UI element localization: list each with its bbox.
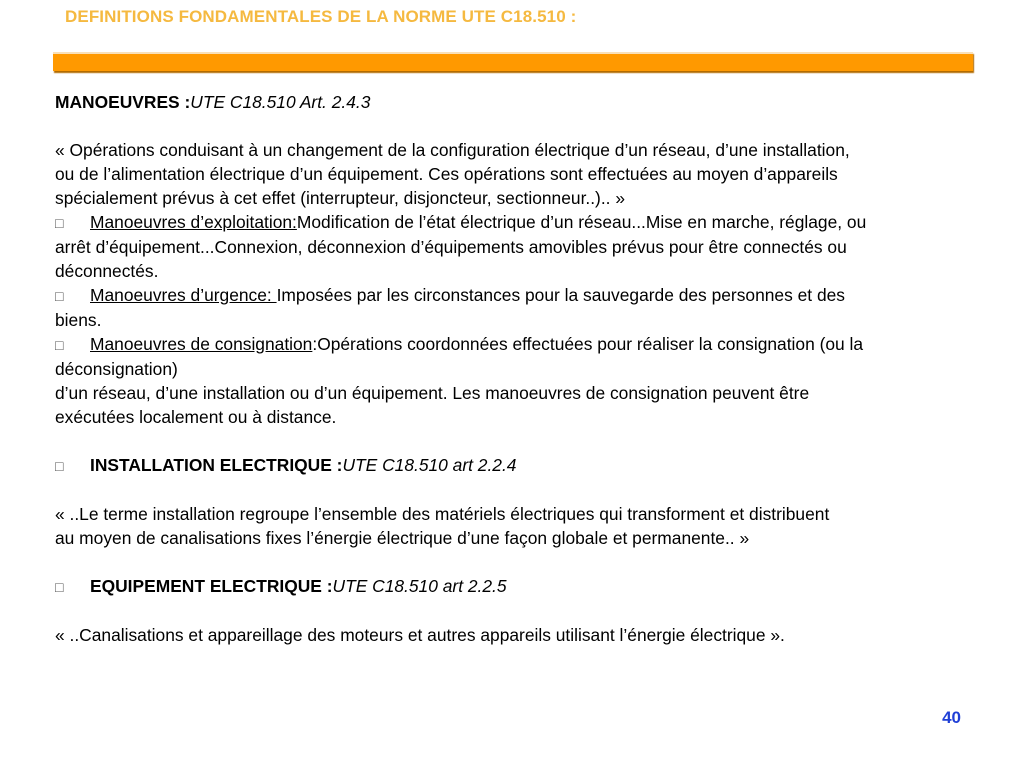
checkbox-bullet-icon: □	[55, 579, 64, 595]
equipement-reference: UTE C18.510 art 2.2.5	[332, 576, 507, 596]
installation-heading-label: INSTALLATION ELECTRIQUE :	[90, 455, 343, 475]
checkbox-bullet-icon: □	[55, 288, 64, 304]
manoeuvres-quote-line: ou de l’alimentation électrique d’un équipement. Ces opérations sont effectuées au moyen d’appareils	[55, 164, 838, 184]
manoeuvre-item-text: déconnectés.	[55, 261, 159, 281]
manoeuvre-item-text: Modification de l’état électrique d’un réseau...Mise en marche, réglage, ou	[296, 212, 867, 232]
manoeuvres-reference: UTE C18.510 Art. 2.4.3	[190, 92, 371, 112]
slide-title: DEFINITIONS FONDAMENTALES DE LA NORME UTE C18.510 :	[65, 7, 577, 26]
title-divider-bar	[53, 52, 973, 71]
manoeuvre-item-urgence	[55, 283, 985, 308]
equipement-heading-label: EQUIPEMENT ELECTRIQUE :	[90, 576, 333, 596]
manoeuvres-quote-line: spécialement prévus à cet effet (interrupteur, disjoncteur, sectionneur..).. »	[55, 188, 626, 208]
checkbox-bullet-icon: □	[55, 337, 64, 353]
equipement-quote-line: « ..Canalisations et appareillage des moteurs et autres appareils utilisant l’énergie électrique ».	[55, 625, 785, 645]
slide-content	[55, 90, 985, 647]
checkbox-bullet-icon: □	[55, 215, 64, 231]
manoeuvre-item-text: biens.	[55, 310, 102, 330]
installation-quote-line: au moyen de canalisations fixes l’énergie électrique d’une façon globale et permanente.. »	[55, 528, 750, 548]
manoeuvre-item-text: :Opérations coordonnées effectuées pour réaliser la consignation (ou la	[312, 334, 864, 354]
manoeuvres-heading-label: MANOEUVRES :	[55, 92, 191, 112]
manoeuvre-item-text: arrêt d’équipement...Connexion, déconnexion d’équipements amovibles prévus pour être connectés ou	[55, 237, 847, 257]
equipement-heading	[55, 574, 985, 599]
manoeuvre-item-label: Manoeuvres d’exploitation:	[90, 212, 297, 232]
manoeuvre-item-text: déconsignation)	[55, 359, 178, 379]
manoeuvres-heading	[55, 90, 985, 114]
page-number: 40	[942, 708, 961, 727]
checkbox-bullet-icon: □	[55, 458, 64, 474]
manoeuvre-item-exploitation	[55, 210, 985, 235]
installation-heading	[55, 453, 985, 478]
installation-reference: UTE C18.510 art 2.2.4	[342, 455, 517, 475]
manoeuvre-item-text: d’un réseau, d’une installation ou d’un équipement. Les manoeuvres de consignation peuvent être	[55, 383, 810, 403]
manoeuvre-item-label: Manoeuvres de consignation	[90, 334, 313, 354]
manoeuvre-item-text: Imposées par les circonstances pour la sauvegarde des personnes et des	[276, 285, 846, 305]
installation-quote-line: « ..Le terme installation regroupe l’ensemble des matériels électriques qui transforment et distribuent	[55, 504, 830, 524]
manoeuvres-quote-line: « Opérations conduisant à un changement de la configuration électrique d’un réseau, d’une installation,	[55, 140, 850, 160]
manoeuvre-item-consignation	[55, 332, 985, 357]
manoeuvre-item-text: exécutées localement ou à distance.	[55, 407, 337, 427]
manoeuvre-item-label: Manoeuvres d’urgence:	[90, 285, 277, 305]
